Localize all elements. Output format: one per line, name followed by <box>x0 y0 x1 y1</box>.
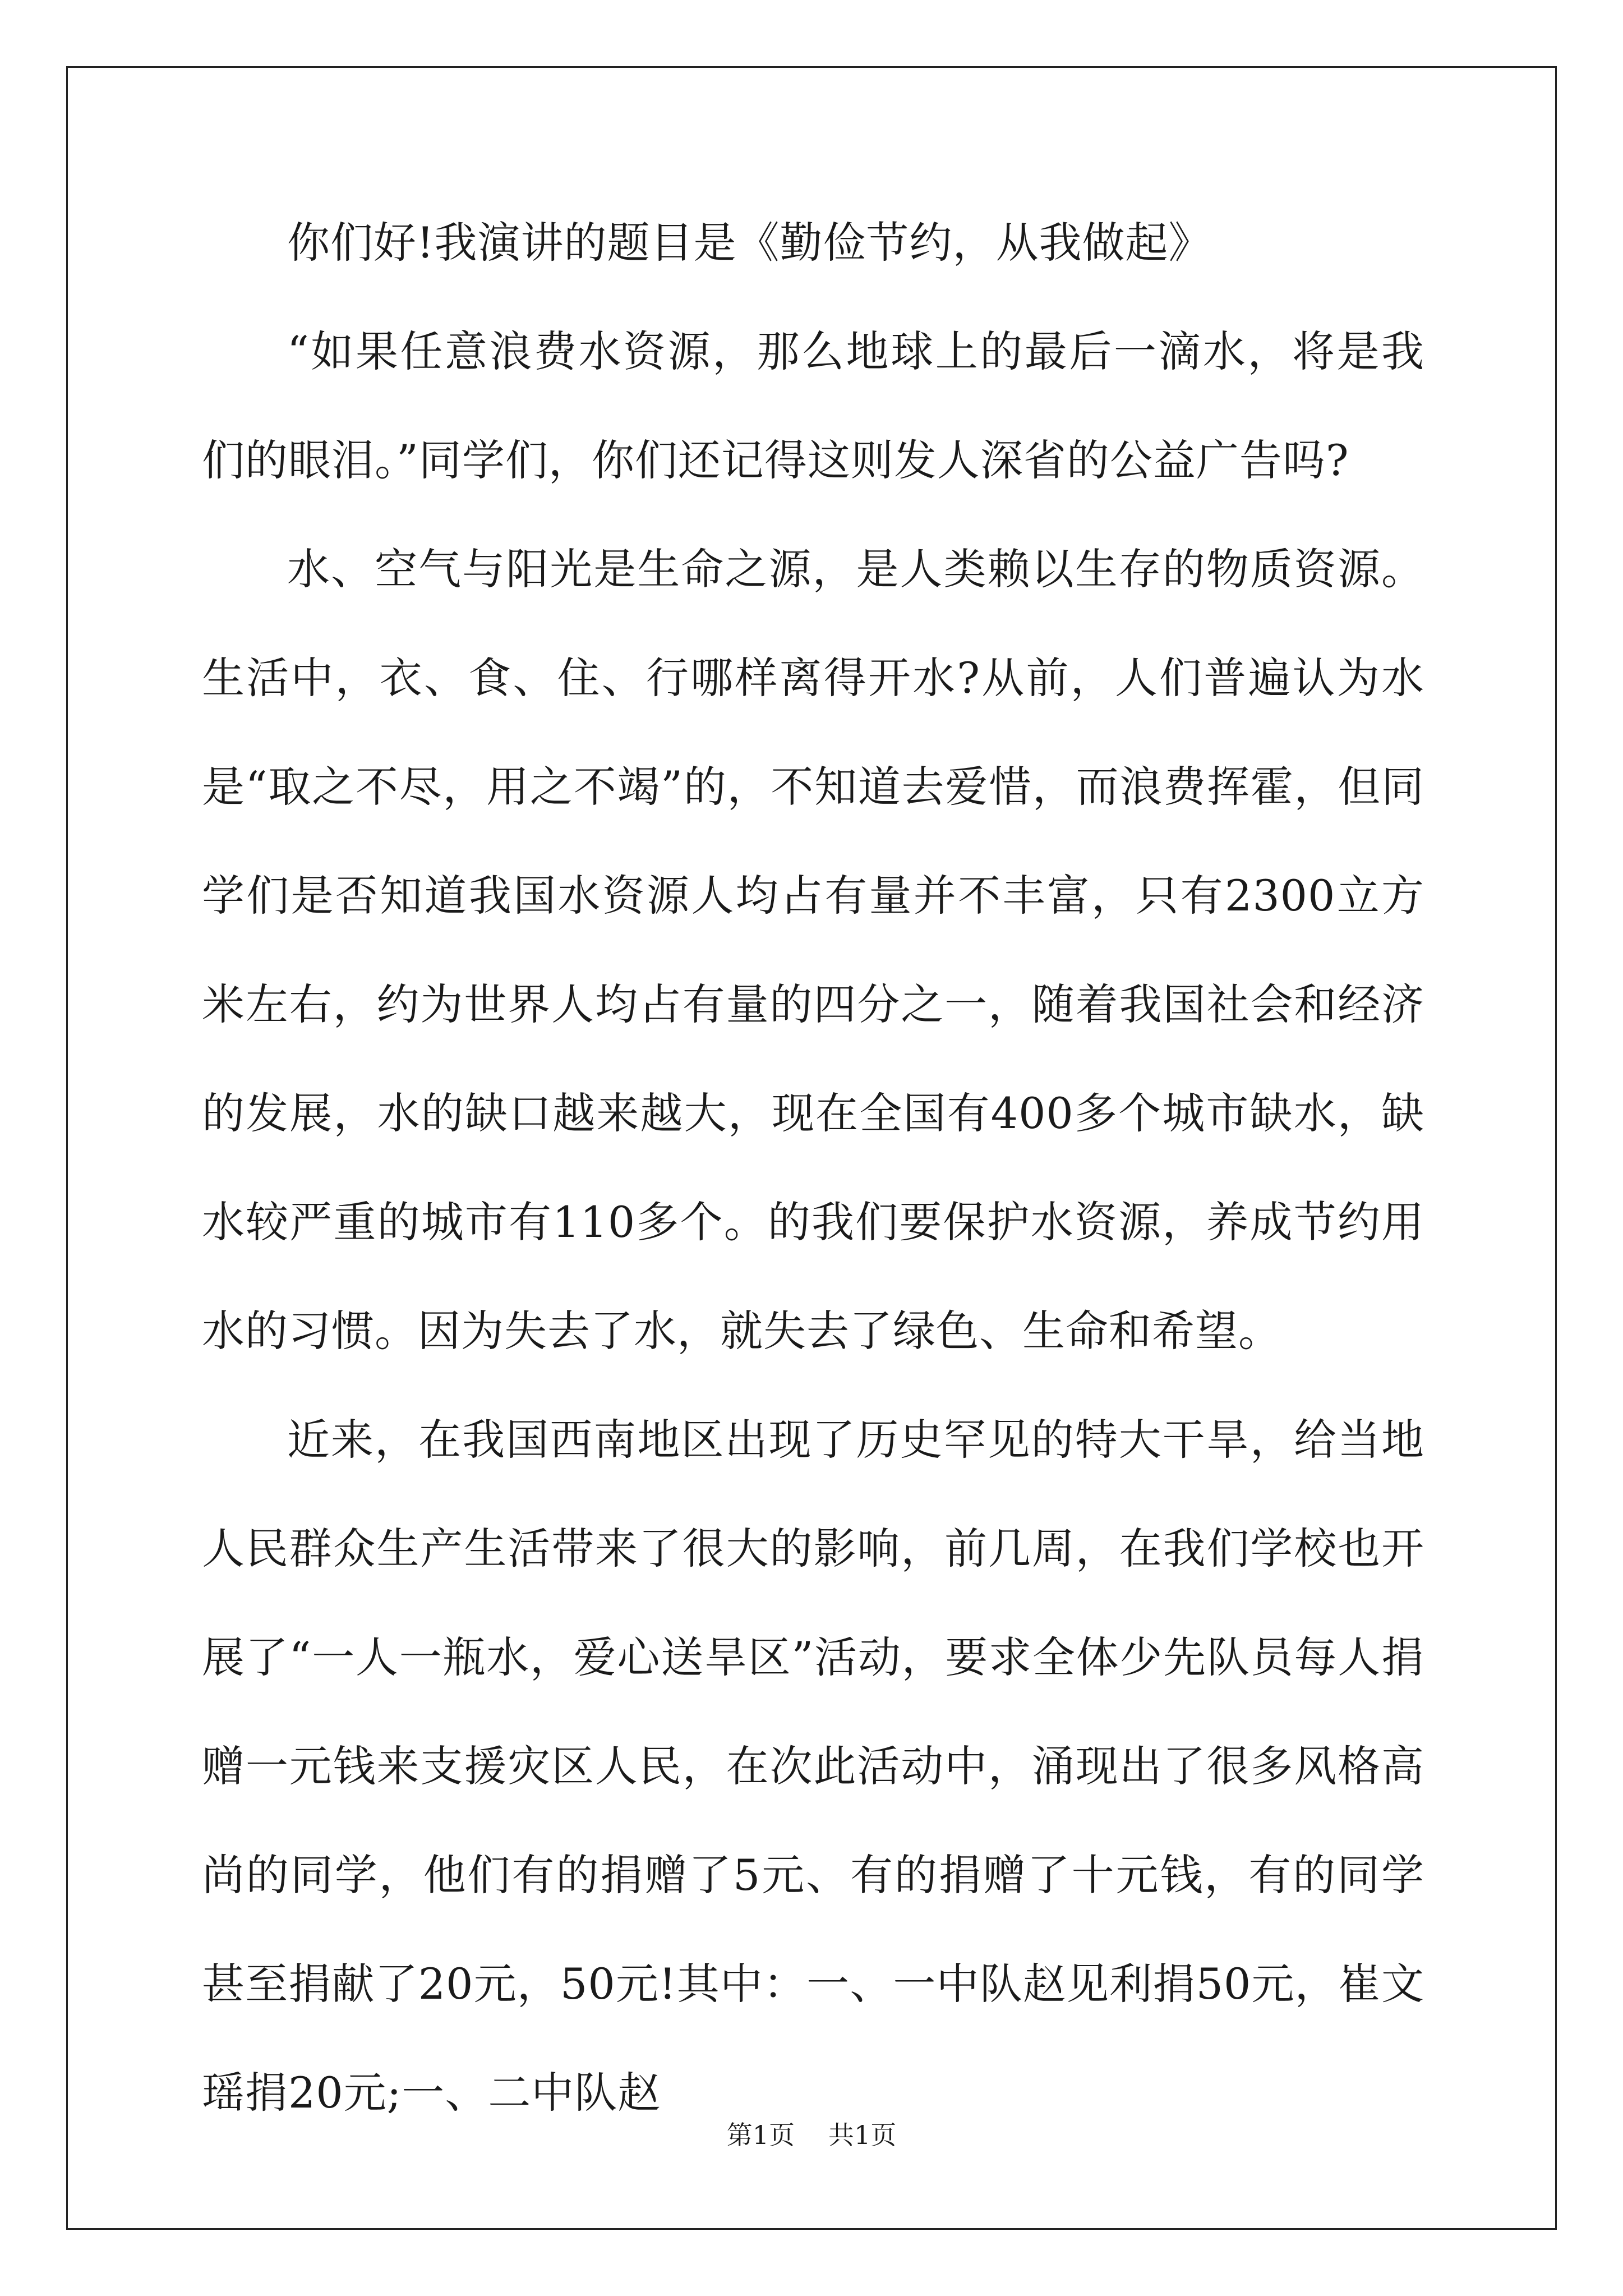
paragraph-quote: “如果任意浪费水资源，那么地球上的最后一滴水，将是我们的眼泪。”同学们，你们还记得这则发人深省的公益广告吗? <box>202 326 1424 485</box>
paragraph-drought-donation: 近来，在我国西南地区出现了历史罕见的特大干旱，给当地人民群众生产生活带来了很大的影响，前几周，在我们学校也开展了“一人一瓶水，爱心送旱区”活动，要求全体少先队员每人捐赠一元钱来支援灾区人民，在次此活动中，涌现出了很多风格高尚的同学，他们有的捐赠了5元、有的捐赠了十元钱，有的同学甚至捐献了20元，50元!其中：一、一中队赵见利捐50元，崔文瑶捐20元;一、二中队赵 <box>202 1415 1424 2118</box>
paragraph-water-resources: 水、空气与阳光是生命之源，是人类赖以生存的物质资源。生活中，衣、食、住、行哪样离得开水?从前，人们普遍认为水是“取之不尽，用之不竭”的，不知道去爱惜，而浪费挥霍，但同学们是否知道我国水资源人均占有量并不丰富，只有2300立方米左右，约为世界人均占有量的四分之一，随着我国社会和经济的发展，水的缺口越来越大，现在全国有400多个城市缺水，缺水较严重的城市有110多个。的我们要保护水资源，养成节约用水的习惯。因为失去了水，就失去了绿色、生命和希望。 <box>202 544 1424 1356</box>
paragraph-greeting: 你们好!我演讲的题目是《勤俭节约，从我做起》 <box>287 218 1212 268</box>
page-number: 第1页 <box>726 2120 795 2150</box>
page-total: 共1页 <box>828 2120 897 2150</box>
page-footer <box>0 2118 1623 2152</box>
document-body <box>202 188 1424 2147</box>
